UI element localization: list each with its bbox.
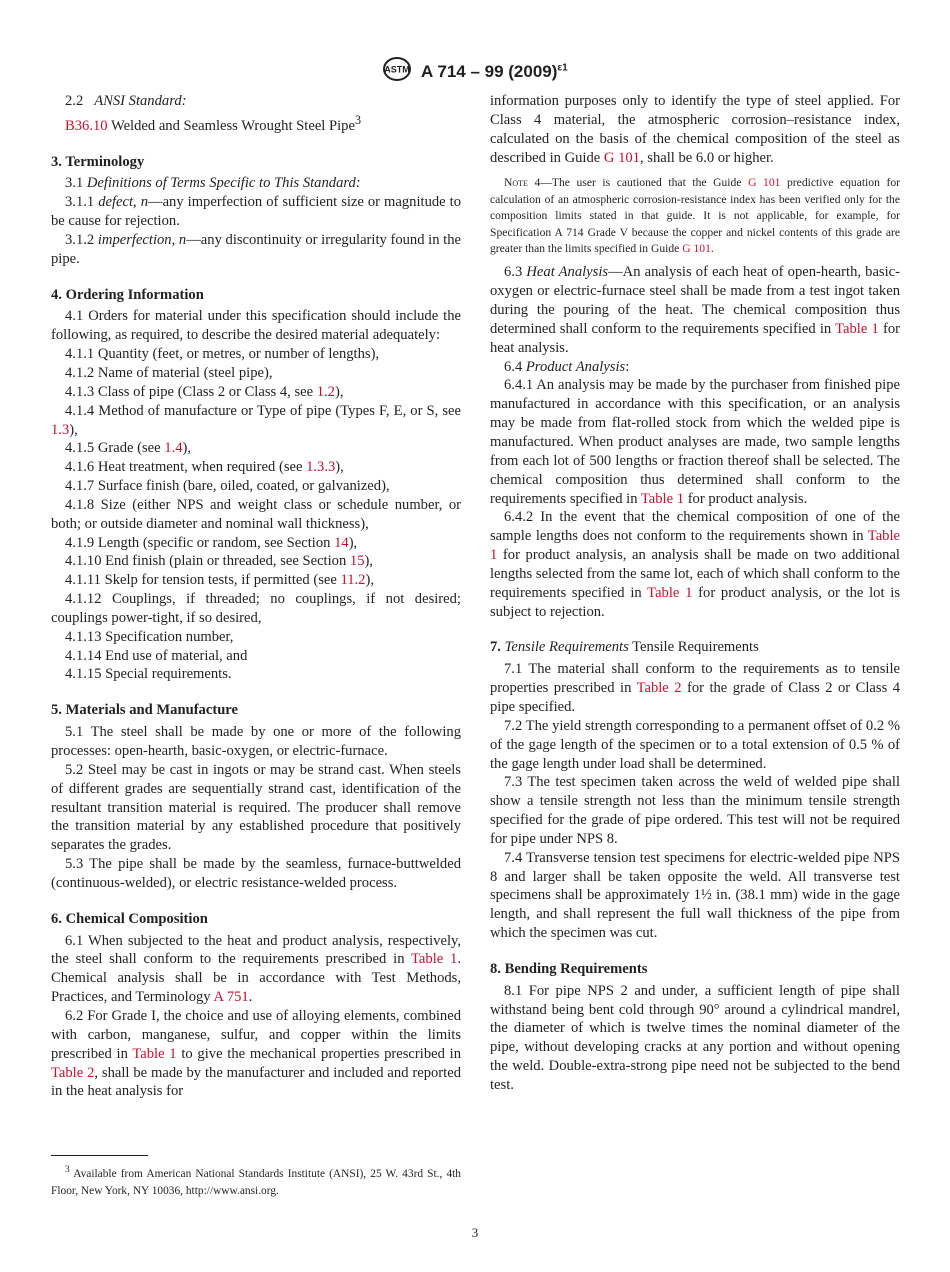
ref-link[interactable]: 11.2 [340,572,366,589]
b36-reference: B36.10 Welded and Seamless Wrought Steel Pipe$^3$ [65,112,362,134]
section-8-heading: 8. Bending Requirements [490,960,648,977]
g101-link[interactable]: G 101 [748,176,781,190]
section-6-4: 6.4 Product Analysis: [504,358,630,375]
page-number: 3 [471,1225,479,1240]
section-7-2: 7.2 The yield strength corresponding to a permanent offset of 0.2 % of the gage length of the specimen or to a total extension of 0.5 % of the gage length under load shall be determined. [490,717,900,772]
table-1-link[interactable]: Table 1 [490,528,900,564]
section-3-1-2: 3.1.2 imperfection, n—any discontinuity or irregularity found in the pipe. [51,231,461,267]
section-6-heading: 6. Chemical Composition [51,910,208,927]
section-5-3: 5.3 The pipe shall be made by the seamless, furnace-buttwelded (continuous-welded), or electric resistance-welded process. [51,856,461,891]
section-4-1-1: 4.1.1 Quantity (feet, or metres, or number of lengths), [65,346,380,363]
section-4-1-5: 4.1.5 Grade (see 1.4), [65,440,192,457]
section-4-1-14: 4.1.14 End use of material, and [65,647,248,664]
ref-link[interactable]: 15 [349,553,365,570]
section-3-heading: 3. Terminology [51,153,145,170]
section-4-1: 4.1 Orders for material under this specification should include the following, as required, to describe the desired material adequately: [51,308,461,344]
footnote-3: $^3$ Available from American National Standards Institute (ANSI), 25 W. 43rd St., 4th Floor, New York, NY 10036, http://www.ansi.org. [51,1165,461,1197]
a751-link[interactable]: A 751 [213,989,249,1006]
page-header [0,56,950,87]
section-4-1-6: 4.1.6 Heat treatment, when required (see 1.3.3), [65,459,344,476]
section-5-heading: 5. Materials and Manufacture [51,702,238,719]
table-1-link[interactable]: Table 1 [640,490,685,507]
section-4-1-2: 4.1.2 Name of material (steel pipe), [65,364,273,381]
section-4-1-12: 4.1.12 Couplings, if threaded; no couplings, if not desired; couplings power-tight, if so desired, [51,591,461,626]
section-4-1-15: 4.1.15 Special requirements. [65,666,232,683]
table-1-link[interactable]: Table 1 [411,951,458,968]
table-1-link[interactable]: Table 1 [835,320,879,337]
section-4-1-8: 4.1.8 Size (either NPS and weight class or schedule number, or both; or outside diameter and nominal wall thickness), [51,496,461,532]
section-6-4-2: 6.4.2 In the event that the chemical composition of one of the sample lengths does not conform to the requirements shown in Table 1 for product analysis, an analysis shall be made on two additional lengths selected from the same lot, each of which shall conform to the requirements specified in Table 1 for product analysis, or the lot is subject to rejection. [490,509,900,620]
section-4-1-9: 4.1.9 Length (specific or random, see Section 14), [65,534,358,551]
ref-link[interactable]: 14 [334,534,349,551]
section-5-2: 5.2 Steel may be cast in ingots or may be strand cast. When steels of different grades are sequentially strand cast, identification of the resultant transition material is required. The producer shall remove the transition material by any established procedure that positively separates the grades. [51,761,461,854]
section-6-4-1: 6.4.1 An analysis may be made by the purchaser from finished pipe manufactured in accordance with this specification, or an analysis may be made from flat-rolled stock from which the welded pipe is manufactured. When product analyses are made, two sample lengths from each lot of 500 lengths or fraction thereof shall be selected. The chemical composition thus determined shall conform to the requirements specified in Table 1 for product analysis. [490,377,900,507]
astm-logo [382,56,412,87]
ref-link[interactable]: 1.3 [51,421,70,438]
table-2-link[interactable]: Table 2 [51,1064,95,1081]
designation: A 714 – 99 $(2009)^{\varepsilon 1}$ [421,61,568,81]
b36-link[interactable]: B36.10 [65,117,108,134]
section-6-1: 6.1 When subjected to the heat and product analysis, respectively, the steel shall conform to the requirements prescribed in Table 1. Chemical analysis shall be in accordance with Test Methods, Practices, and Terminology A 751. [51,932,461,1006]
section-7-4: 7.4 Transverse tension test specimens for electric-welded pipe NPS 8 and larger shall be taken opposite the weld. All transverse test specimens shall be approximately 1½ in. (38.1 mm) wide in the gage length, and shall represent the full wall thickness of the pipe from which the specimen was cut. [490,849,900,942]
section-3-1-1: 3.1.1 defect, n—any imperfection of sufficient size or magnitude to be cause for rejection. [51,194,461,230]
section-4-1-13: 4.1.13 Specification number, [65,628,234,645]
section-5-1: 5.1 The steel shall be made by one or more of the following processes: open-hearth, basic-oxygen, or electric-furnace. [51,724,461,760]
table-1-link[interactable]: Table 1 [647,584,693,601]
section-6-2-continued: information purposes only to identify the type of steel applied. For Class 4 material, the atmospheric corrosion–resistance index, calculated on the basis of the chemical composition of the steel as described in Guide G 101, shall be 6.0 or higher. [490,93,900,166]
section-4-1-7: 4.1.7 Surface finish (bare, oiled, coated, or galvanized), [65,478,390,495]
ref-link[interactable]: 1.3.3 [306,459,336,476]
footnote-rule [51,1155,148,1156]
section-6-2: 6.2 For Grade I, the choice and use of alloying elements, combined with carbon, manganese, sulfur, and copper within the limits prescribed in Table 1 to give the mechanical properties prescribed in Table 2, shall be made by the manufacturer and included and reported in the heat analysis for [51,1007,462,1100]
section-4-1-10: 4.1.10 End finish (plain or threaded, see Section 15), [65,553,374,570]
note-4: Note 4—The user is cautioned that the Guide G 101 predictive equation for calculation of an atmospheric corrosion-resistance index has been verified only for the composition limits stated in that guide. It is not applicable, for example, for Specification A 714 Grade V because the copper and nickel contents of this grade are greater than the limits specified in Guide G 101. [490,176,900,255]
section-7-1: 7.1 The material shall conform to the requirements as to tensile properties prescribed in Table 2 for the grade of Class 2 or Class 4 pipe specified. [490,661,900,715]
section-4-1-11: 4.1.11 Skelp for tension tests, if permitted (see 11.2), [65,572,374,589]
section-7-3: 7.3 The test specimen taken across the weld of welded pipe shall show a tensile strength not less than the minimum tensile strength specified for the grade of pipe ordered. This test will not be required for pipe under NPS 8. [490,774,900,847]
table-2-link[interactable]: Table 2 [636,680,682,697]
section-4-1-4: 4.1.4 Method of manufacture or Type of pipe (Types F, E, or S, see 1.3), [51,402,461,438]
g101-link[interactable]: G 101 [682,242,711,255]
section-4-1-3: 4.1.3 Class of pipe (Class 2 or Class 4, see 1.2), [65,383,344,400]
table-1-link[interactable]: Table 1 [132,1045,177,1062]
section-2-2-heading: 2.2 ANSI Standard: [65,93,187,109]
ref-link[interactable]: 1.4 [164,440,183,457]
left-column [51,92,461,1101]
section-8-1: 8.1 For pipe NPS 2 and under, a sufficient length of pipe shall withstand being bent cold through 90° around a cylindrical mandrel, the diameter of which is twelve times the nominal diameter of the pipe, without developing cracks at any portion and without opening the weld. Double-extra-strong pipe need not be subjected to the bend test. [490,982,900,1093]
section-6-3: 6.3 Heat Analysis—An analysis of each heat of open-hearth, basic-oxygen or electric-furnace steel shall be made from a test ingot taken during the pouring of the heat. The chemical composition thus determined shall conform to the requirements specified in Table 1 for heat analysis. [490,264,900,356]
g101-link[interactable]: G 101 [603,149,640,166]
section-4-heading: 4. Ordering Information [51,286,204,303]
right-column [490,92,900,1095]
section-7-heading: 7. Tensile Requirements Tensile Requirements [490,639,759,656]
ref-link[interactable]: 1.2 [316,383,335,400]
section-3-1: 3.1 Definitions of Terms Specific to This Standard: [65,175,361,192]
svg-text:ASTM: ASTM [384,64,411,75]
